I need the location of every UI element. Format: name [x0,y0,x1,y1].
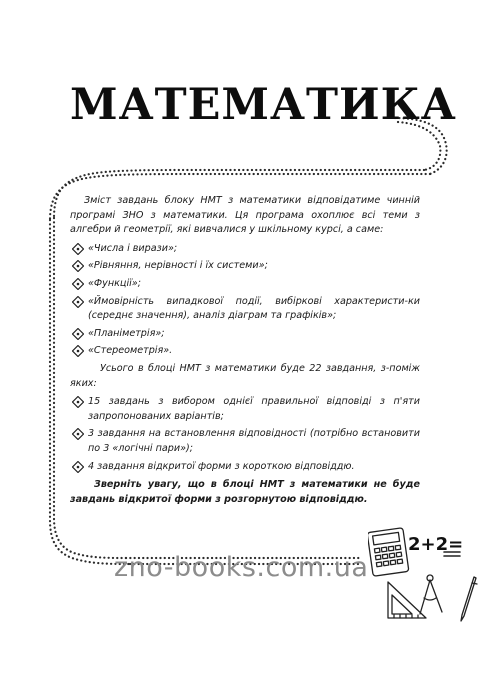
diamond-bullet-icon [72,428,84,440]
list-item [70,327,420,342]
list-item-text: 15 завдань з вибором однієї правильної відповіді з п'яти запропонованих варіантів; [88,396,420,422]
list-item [70,277,420,292]
list-item [70,344,420,359]
intro-paragraph: Зміст завдань блоку НМТ з математики відповідатиме чинній програмі ЗНО з математики. Ця програма охоплює всі теми з алгебри й геометрії, які вивчалися у шкільному курсі, а саме: [70,195,420,236]
diamond-bullet-icon [72,461,84,473]
summary-paragraph: Усього в блоці НМТ з математики буде 22 завдання, з-поміж яких: [70,362,420,389]
diamond-bullet-icon [72,328,84,340]
list-item-text: «Планіметрія»; [88,327,165,339]
topics-list [70,242,420,359]
watermark: zno-books.com.ua [114,552,369,583]
list-item [70,295,420,324]
diamond-bullet-icon [72,243,84,255]
diamond-bullet-icon [72,345,84,357]
pencil-icon [461,577,477,621]
list-item-text: «Ймовірність випадкової події, вибіркові характеристи-ки (середнє значення), аналіз діаграм та графіків»; [88,295,420,322]
list-item-text: «Функції»; [88,277,141,289]
list-item-text: 3 завдання на встановлення відповідності (потрібно встановити по 3 «логічні пари»); [88,428,420,454]
list-item-text: «Стереометрія». [88,345,173,357]
content-block [70,194,420,511]
list-item [70,460,420,475]
calculator-icon [368,528,409,577]
compass-icon [420,575,442,614]
diamond-bullet-icon [72,260,84,272]
task-types-list [70,395,420,474]
list-item [70,427,420,456]
list-item-text: «Числа і вирази»; [88,242,178,254]
list-item-text: «Рівняння, нерівності і їх системи»; [88,260,268,272]
diamond-bullet-icon [72,296,84,308]
list-item [70,242,420,257]
doodle-formula: 2+2= [408,534,464,555]
diamond-bullet-icon [72,278,84,290]
attention-note: Зверніть увагу, що в блоці НМТ з математики не буде завдань відкритої форми з розгорнутою відповіддю. [70,479,420,505]
list-item-text: 4 завдання відкритої форми з короткою відповіддю. [88,460,355,472]
page-title: МАТЕМАТИКА [70,80,457,130]
diamond-bullet-icon [72,396,84,408]
list-item [70,259,420,274]
list-item [70,395,420,424]
